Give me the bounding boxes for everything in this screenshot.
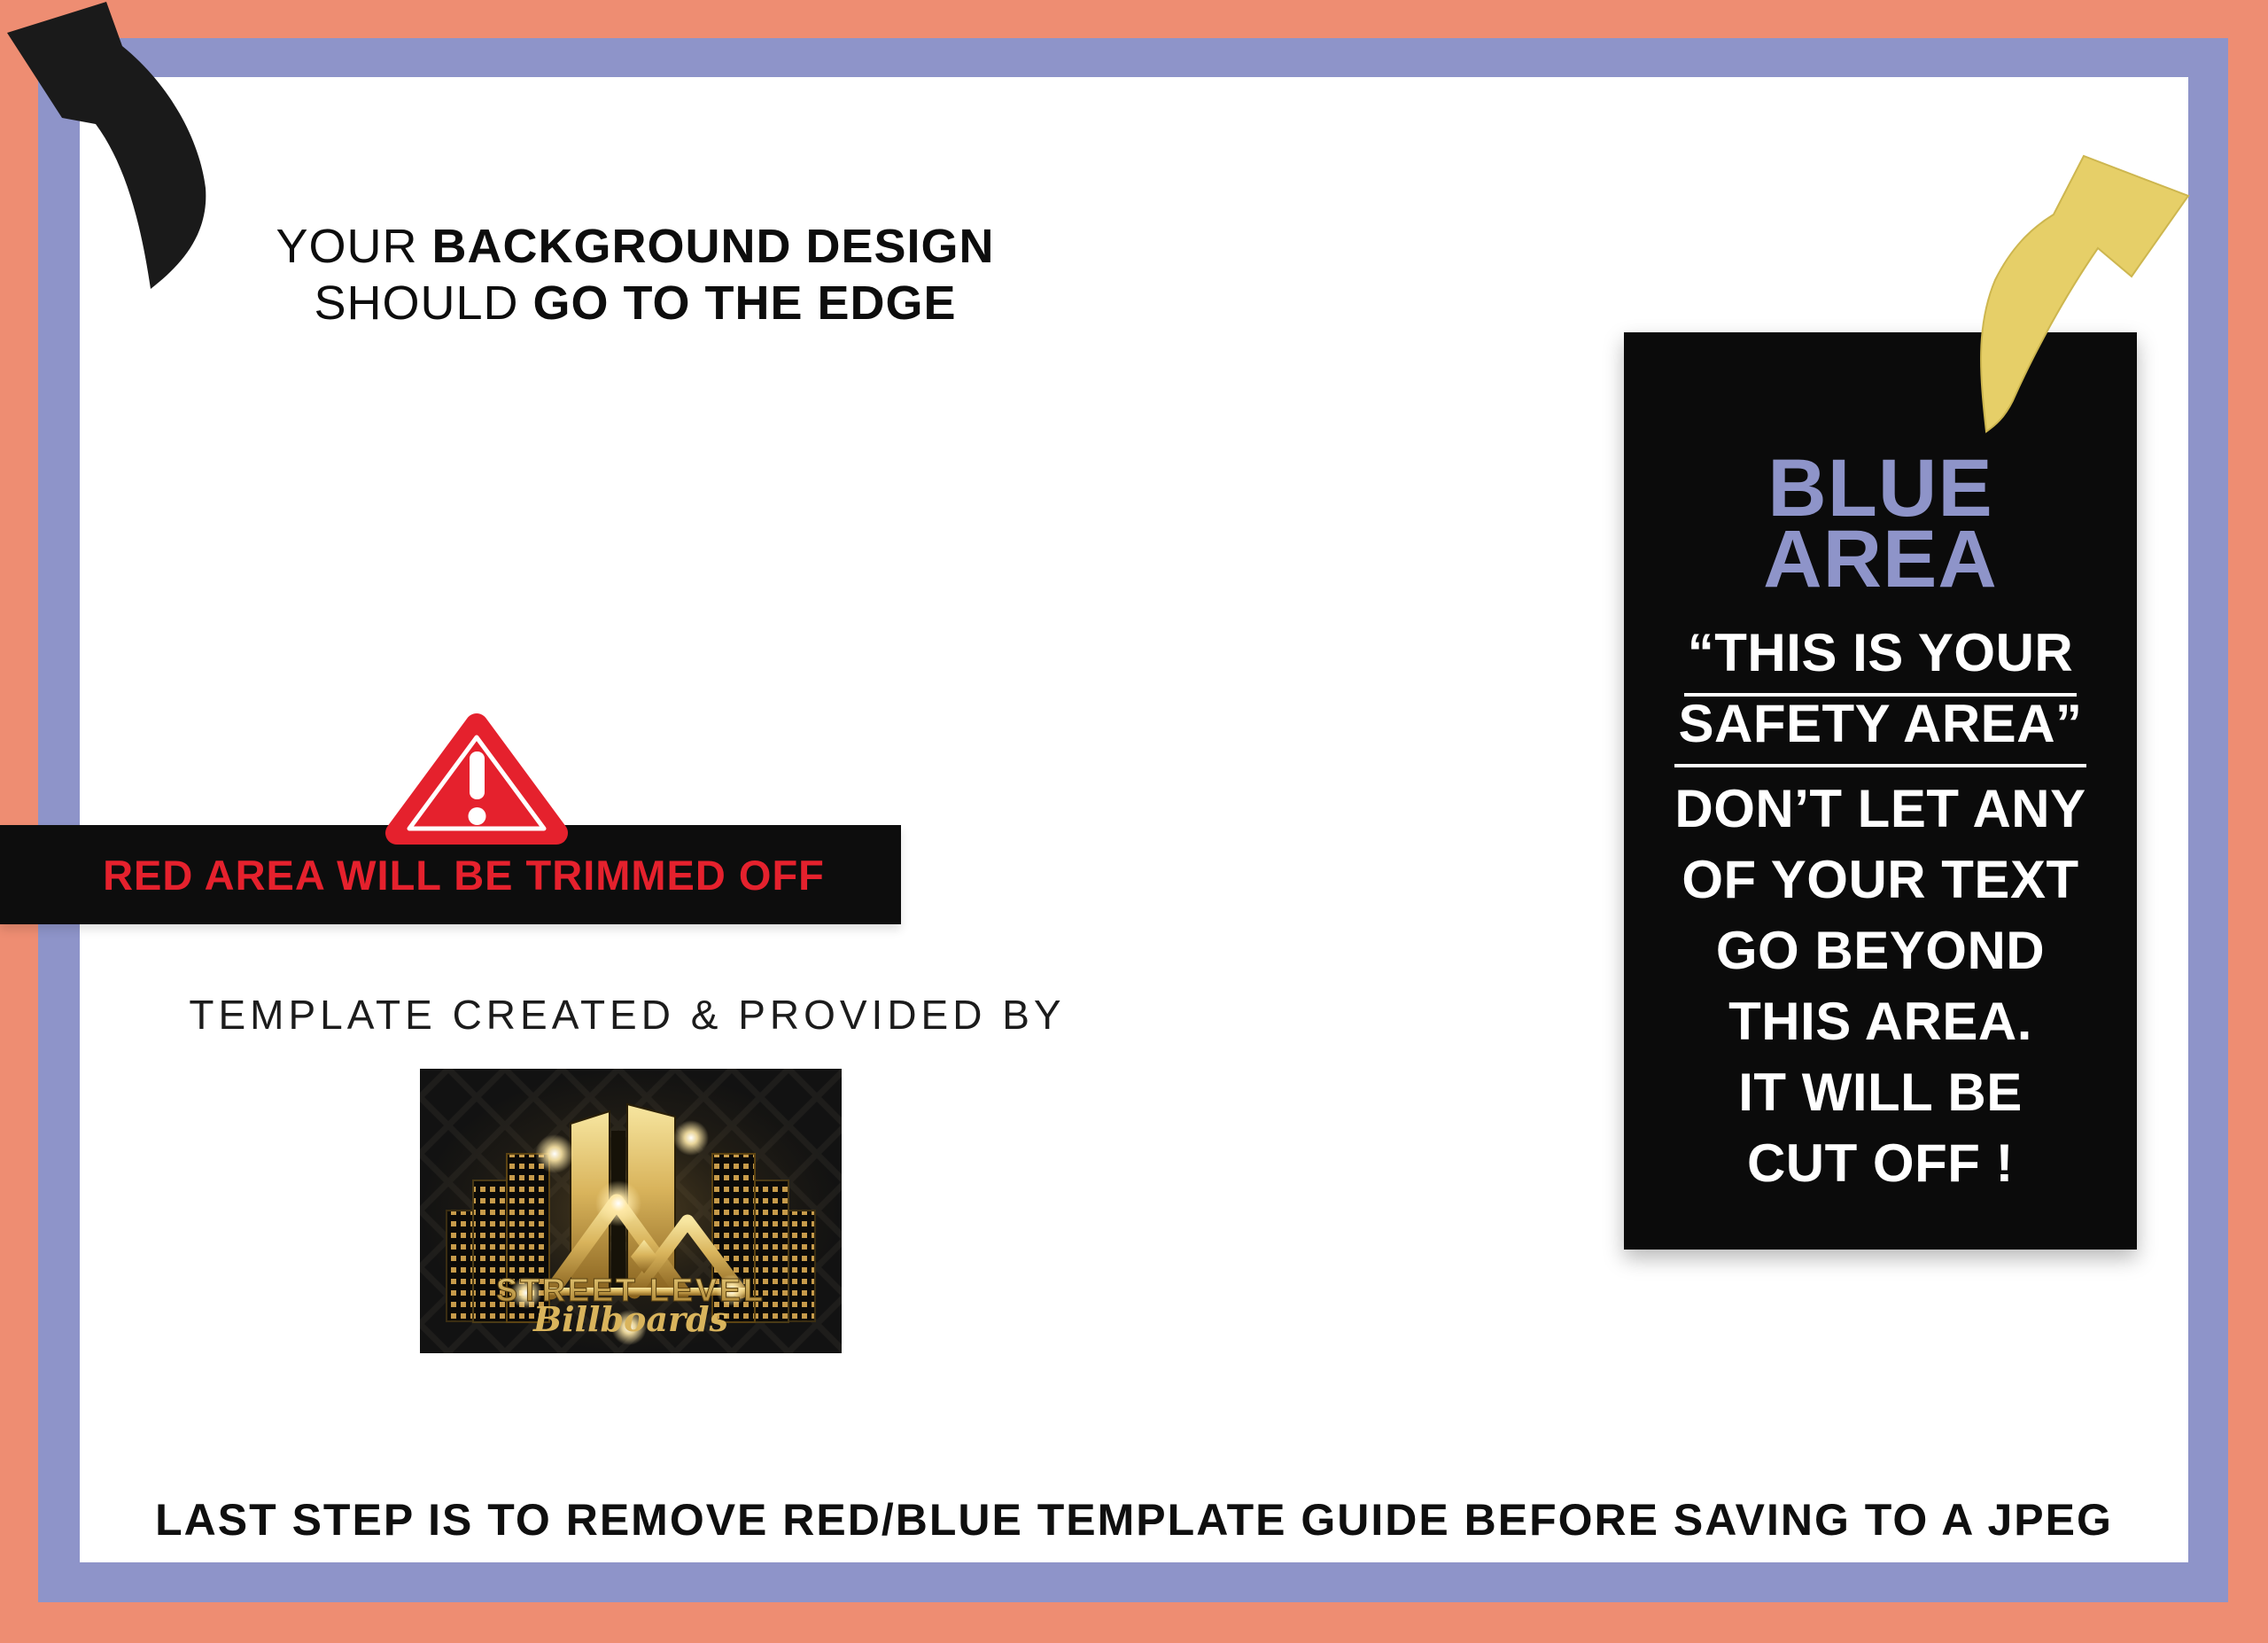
trim-warning-label: RED AREA WILL BE TRIMMED OFF xyxy=(103,851,825,899)
panel-body-line: DON’T LET ANY xyxy=(1674,779,2086,838)
logo-subtitle: Billboards xyxy=(533,1299,728,1339)
trim-warning-banner xyxy=(0,825,901,924)
note-bold-text: BACKGROUND DESIGN xyxy=(431,220,995,273)
panel-title xyxy=(1624,443,2137,604)
safety-area-panel xyxy=(1624,332,2137,1250)
note-regular-text: SHOULD xyxy=(314,276,533,330)
final-step-note: LAST STEP IS TO REMOVE RED/BLUE TEMPLATE GUIDE BEFORE SAVING TO A JPEG xyxy=(155,1495,2113,1545)
logo-title: STREET LEVEL xyxy=(495,1272,766,1308)
background-instruction-line2 xyxy=(272,275,998,331)
panel-title-line1: BLUE xyxy=(1767,443,1993,533)
street-level-billboards-logo xyxy=(420,1069,842,1353)
panel-body xyxy=(1624,774,2137,1199)
panel-quote xyxy=(1624,621,2137,763)
background-instruction-line1 xyxy=(272,218,998,275)
panel-quote-line2: SAFETY AREA” xyxy=(1624,692,2137,763)
background-instruction xyxy=(272,218,998,331)
panel-body-line: IT WILL BE xyxy=(1738,1063,2023,1122)
provider-caption: TEMPLATE CREATED & PROVIDED BY xyxy=(189,992,1066,1038)
panel-title-line2: AREA xyxy=(1763,514,1998,604)
note-regular-text: YOUR xyxy=(276,220,432,273)
panel-body-line: THIS AREA. xyxy=(1728,992,2032,1051)
panel-body-line: GO BEYOND xyxy=(1715,921,2046,980)
logo-graphic xyxy=(420,1069,842,1353)
note-bold-text: GO TO THE EDGE xyxy=(532,276,957,330)
panel-body-line: OF YOUR TEXT xyxy=(1682,850,2079,909)
panel-quote-line1: “THIS IS YOUR xyxy=(1624,621,2137,692)
panel-body-line: CUT OFF ! xyxy=(1746,1133,2015,1193)
